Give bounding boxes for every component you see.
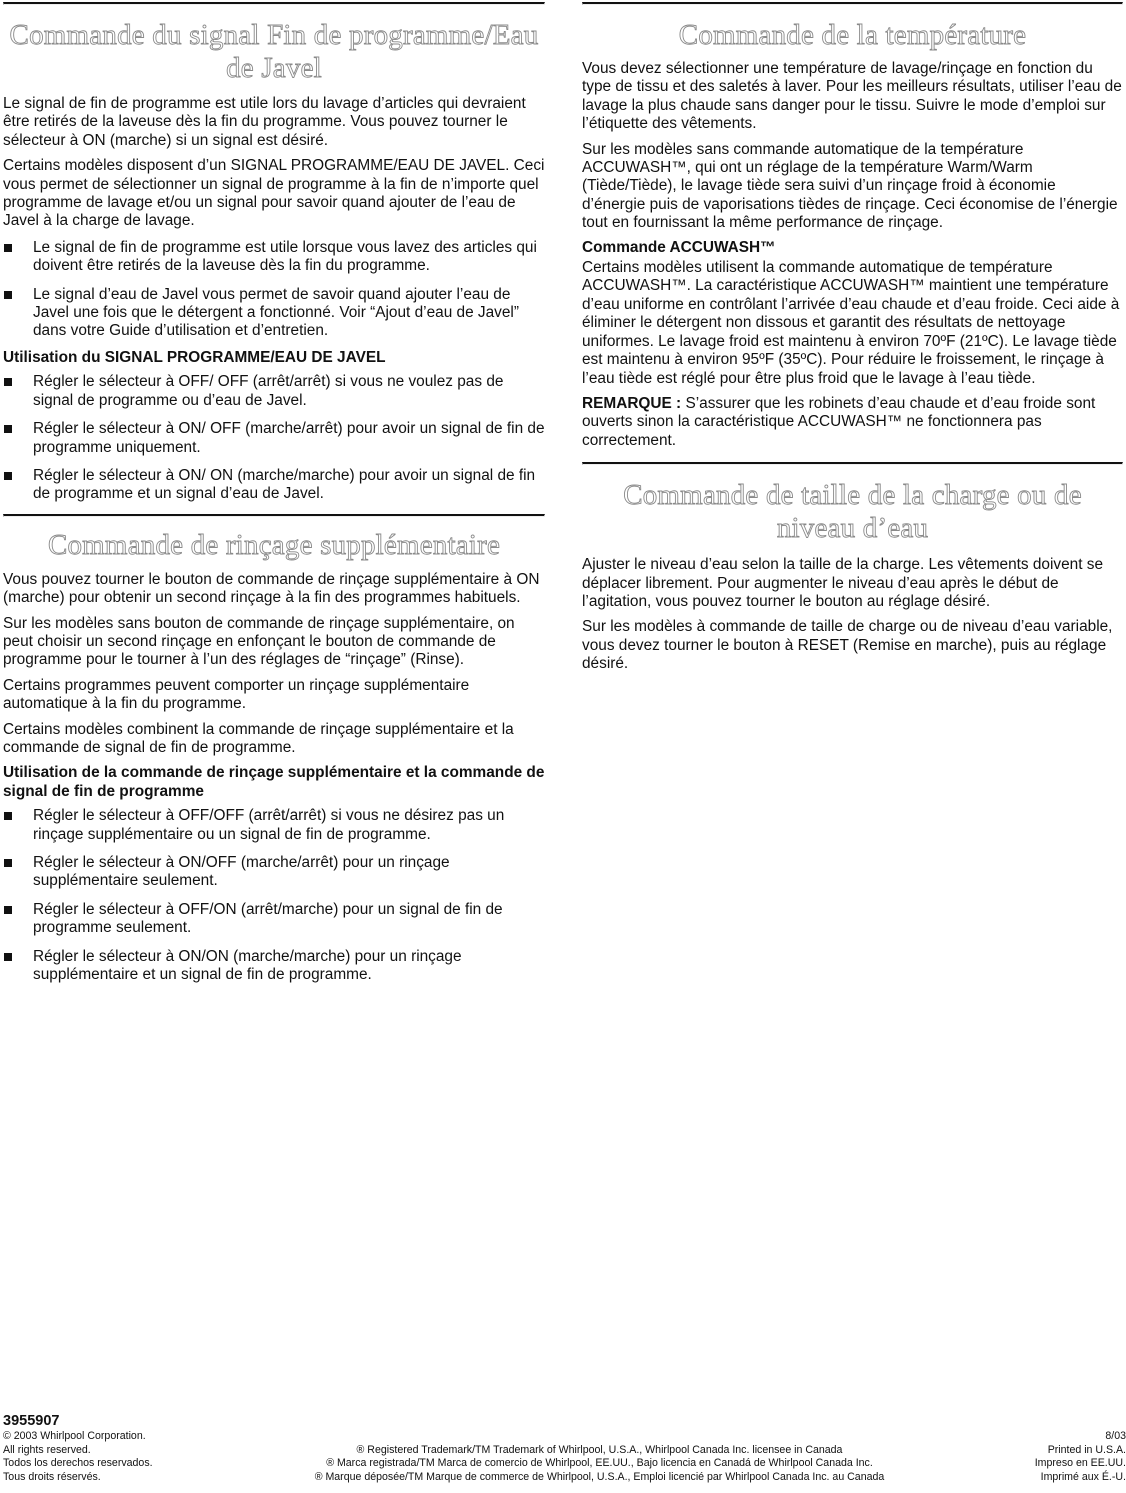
subheading: Utilisation du SIGNAL PROGRAMME/EAU DE JAVEL: [3, 348, 386, 366]
subheading: Utilisation de la commande de rinçage supplémentaire et la commande de signal de fin de programme: [3, 764, 545, 800]
note-paragraph: [582, 395, 1123, 450]
section-rule: [582, 2, 1123, 5]
section-title-rincage: Commande de rinçage supplémentaire: [47, 528, 501, 561]
section-title-temperature: Commande de la température: [678, 19, 1027, 51]
list-item: Régler le sélecteur à ON/ OFF (marche/arrêt) pour avoir un signal de fin de programme uniquement.: [3, 420, 545, 457]
paragraph: Certains programmes peuvent comporter un rinçage supplémentaire automatique à la fin du programme.: [3, 676, 470, 713]
footer-cell: ® Marque déposée/TM Marque de commerce de Whirlpool, U.S.A., Emploi licencié par Whirlpool Canada Inc. au Canada: [314, 1470, 885, 1483]
paragraph: Le signal de fin de programme est utile lors du lavage d’articles qui devraient être retirés de la laveuse dès la fin du programme. Vous pouvez tourner le sélecteur à ON (marche) si un signal est désiré.: [3, 95, 526, 149]
section-rule: [582, 462, 1123, 465]
paragraph: Certains modèles combinent la commande de rinçage supplémentaire et la commande de signal de fin de programme.: [3, 720, 514, 756]
paragraph: Certains modèles disposent d’un SIGNAL PROGRAMME/EAU DE JAVEL. Ceci vous permet de sélectionner un signal de programme à la fin de n’importe quel programme de lavage et/ou un signal pour savoir quand ajouter de l’eau de Javel à la charge de lavage.: [3, 157, 545, 230]
subheading: Commande ACCUWASH™: [582, 238, 776, 256]
right-column: [582, 0, 1123, 681]
note-text: S’assurer que les robinets d’eau chaude et d’eau froide sont ouverts sinon la caractéristique ACCUWASH™ ne fonctionnera pas correctement.: [582, 394, 1096, 449]
paragraph: Certains modèles utilisent la commande automatique de température ACCUWASH™. La caractéristique ACCUWASH™ maintient une température d’eau uniforme en contrôlant l’arrivée d’eau chaude et d’eau froide. Ceci aide à éliminer le détergent non dissous et garantit des résultats de nettoyage uniformes. Le lavage froid est maintenu à environ 70ºF (21ºC). Le lavage tiède est maintenu à environ 95ºF (35ºC). Pour réduire le froissement, le rinçage à l’eau tiède est réglé pour être plus froid que le lavage à l’eau tiède.: [582, 259, 1120, 387]
footer-cell: Todos los derechos reservados.: [3, 1457, 153, 1469]
footer-cell: [203, 1430, 996, 1444]
left-column: [3, 0, 545, 994]
paragraph: Vous devez sélectionner une température de lavage/rinçage en fonction du type de tissu et des saletés à laver. Pour les meilleurs résultats, utiliser l’eau de lavage la plus chaude sans danger pour le tissu. Suivre le mode d’emploi sur l’étiquette des vêtements.: [582, 60, 1122, 133]
note-label: REMARQUE :: [582, 394, 682, 412]
footer-row: [3, 1444, 1126, 1458]
paragraph: Sur les modèles sans commande automatique de la température ACCUWASH™, qui ont un réglage de la température Warm/Warm (Tiède/Tiède), le lavage tiède sera suivi d’un rinçage froid à économie d’énergie puis de vaporisations tièdes de rinçage. Ceci économise de l’énergie tout en fournissant la même performance de rinçage.: [582, 140, 1118, 232]
footer-cell: ® Marca registrada/TM Marca de comercio de Whirlpool, EE.UU., Bajo licencia en Canadá de Whirlpool Canada Inc.: [326, 1457, 873, 1469]
list-item: Régler le sélecteur à OFF/ON (arrêt/marche) pour un signal de fin de programme seulement.: [3, 901, 545, 938]
footer-cell: Imprimé aux É.-U.: [1040, 1470, 1126, 1483]
paragraph: Vous pouvez tourner le bouton de commande de rinçage supplémentaire à ON (marche) pour obtenir un second rinçage à la fin des programmes habituels.: [3, 570, 540, 607]
list-item: Le signal d’eau de Javel vous permet de savoir quand ajouter l’eau de Javel une fois que le détergent a fonctionné. Voir “Ajout d’eau de Javel” dans votre Guide d’utilisation et d’entretien.: [3, 286, 545, 341]
footer-cell: All rights reserved.: [3, 1443, 91, 1456]
footer-row: [3, 1430, 1126, 1444]
bullet-list: [3, 807, 545, 984]
footer-row: [3, 1471, 1126, 1485]
section-title-signal: Commande du signal Fin de programme/Eau de Javel: [9, 19, 539, 84]
section-rule: [3, 514, 545, 517]
footer-row: [3, 1457, 1126, 1471]
list-item: Régler le sélecteur à OFF/ OFF (arrêt/arrêt) si vous ne voulez pas de signal de programme ou d’eau de Javel.: [3, 373, 545, 410]
part-number: 3955907: [3, 1413, 60, 1429]
list-item: Régler le sélecteur à ON/ ON (marche/marche) pour avoir un signal de fin de programme et un signal d’eau de Javel.: [3, 467, 545, 504]
footer-cell: 8/03: [1105, 1430, 1126, 1442]
bullet-list: [3, 239, 545, 341]
footer-cell: ® Registered Trademark/TM Trademark of Whirlpool, U.S.A., Whirlpool Canada Inc. licensee in Canada: [356, 1443, 843, 1456]
paragraph: Ajuster le niveau d’eau selon la taille de la charge. Les vêtements doivent se déplacer librement. Pour augmenter le niveau d’eau après le début de l’agitation, vous pouvez tourner le bouton au réglage désiré.: [582, 556, 1104, 610]
bullet-list: [3, 373, 545, 503]
footer: [3, 1412, 1126, 1484]
list-item: Régler le sélecteur à OFF/OFF (arrêt/arrêt) si vous ne désirez pas un rinçage supplémentaire ou un signal de fin de programme.: [3, 807, 545, 844]
list-item: Régler le sélecteur à ON/ON (marche/marche) pour un rinçage supplémentaire et un signal de fin de programme.: [3, 948, 545, 985]
footer-cell: Impreso en EE.UU.: [1034, 1457, 1126, 1469]
footer-cell: © 2003 Whirlpool Corporation.: [3, 1430, 146, 1442]
list-item: Le signal de fin de programme est utile lorsque vous lavez des articles qui doivent être retirés de la laveuse dès la fin du programme.: [3, 239, 545, 276]
footer-cell: Tous droits réservés.: [3, 1470, 101, 1483]
footer-cell: Printed in U.S.A.: [1047, 1443, 1126, 1456]
section-title-charge: Commande de taille de la charge ou de niveau d’eau: [623, 479, 1082, 545]
paragraph: Sur les modèles à commande de taille de charge ou de niveau d’eau variable, vous devez tourner le bouton à RESET (Remise en marche), puis au réglage désiré.: [582, 618, 1113, 673]
list-item: Régler le sélecteur à ON/OFF (marche/arrêt) pour un rinçage supplémentaire seulement.: [3, 854, 545, 891]
paragraph: Sur les modèles sans bouton de commande de rinçage supplémentaire, on peut choisir un second rinçage en enfonçant le bouton de commande de programme pour le tourner à l’un des réglages de “rinçage” (Rinse).: [3, 614, 515, 669]
section-rule: [3, 2, 545, 5]
